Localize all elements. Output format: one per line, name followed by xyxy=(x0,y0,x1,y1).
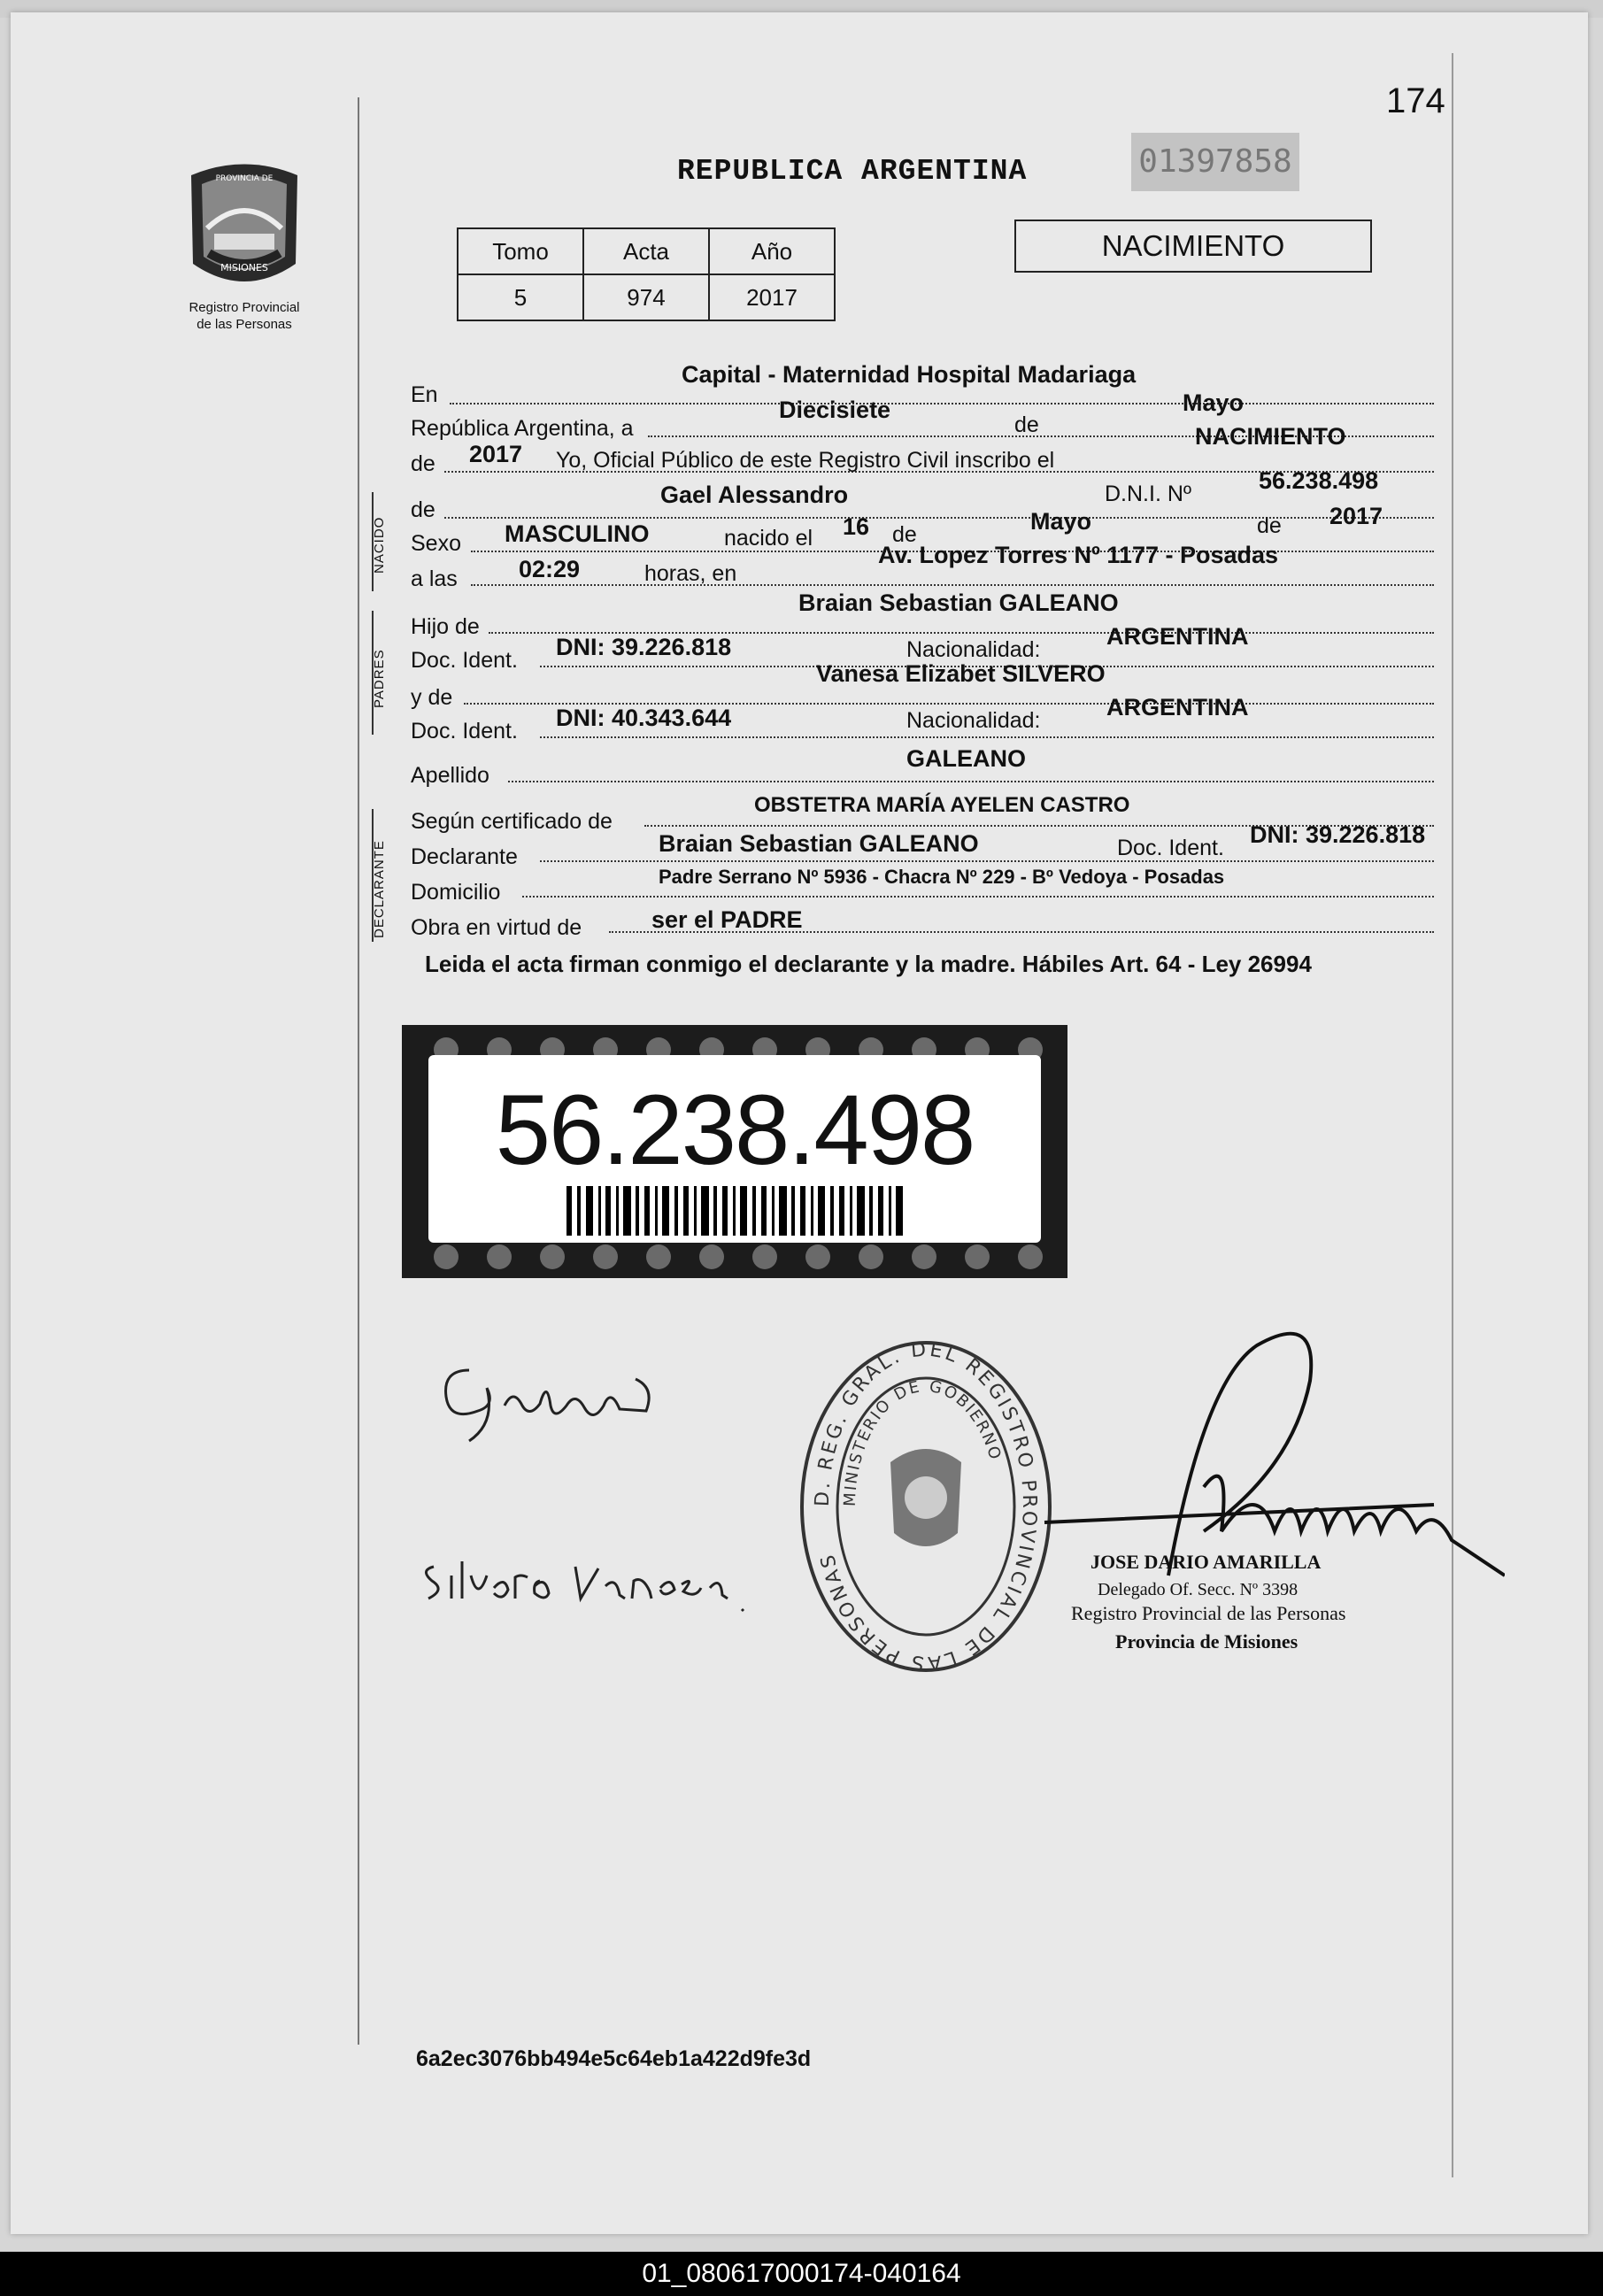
anio-value: 2017 xyxy=(709,274,835,320)
surname-value: GALEANO xyxy=(906,745,1026,772)
declarant-doc-value: DNI: 39.226.818 xyxy=(1250,821,1426,848)
birth-de1-label: de xyxy=(892,522,917,547)
obra-label: Obra en virtud de xyxy=(411,915,582,940)
acta-header: Acta xyxy=(583,228,709,274)
birth-place-value: Av. Lopez Torres Nº 1177 - Posadas xyxy=(878,542,1279,568)
child-name-value: Gael Alessandro xyxy=(660,482,849,508)
right-margin-line xyxy=(1452,53,1453,2177)
apellido-label: Apellido xyxy=(411,763,489,788)
acta-value: 974 xyxy=(583,274,709,320)
logo-caption-line1: Registro Provincial xyxy=(189,300,300,315)
father-name-value: Braian Sebastian GALEANO xyxy=(798,589,1119,616)
de-year-label: de xyxy=(411,451,435,476)
record-table-header-row xyxy=(458,228,835,274)
seal-inner-text: MINISTERIO DE GOBIERNO xyxy=(840,1376,1006,1507)
record-type-box: NACIMIENTO xyxy=(1014,220,1372,273)
sexo-label: Sexo xyxy=(411,531,461,556)
birth-day-value: 16 xyxy=(843,513,870,540)
anio-header: Año xyxy=(709,228,835,274)
alas-label: a las xyxy=(411,566,458,591)
certifier-value: OBSTETRA MARÍA AYELEN CASTRO xyxy=(754,793,1130,817)
padres-side-label: PADRES xyxy=(372,649,387,708)
capacity-value: ser el PADRE xyxy=(651,906,803,933)
day-text-value: Diecisiete xyxy=(779,397,891,423)
doc-label-3: Doc. Ident. xyxy=(1117,836,1224,860)
logo-caption-line2: de las Personas xyxy=(197,317,292,332)
mother-name-value: Vanesa Elizabet SILVERO xyxy=(816,660,1106,687)
nacido-side-label: NACIDO xyxy=(372,516,387,574)
seal-outer-text: D. REG. GRAL. DEL REGISTRO PROVINCIAL DE LAS PERSONAS xyxy=(811,1338,1041,1675)
act-type-value: NACIMIENTO xyxy=(1195,423,1346,450)
nacido-label: nacido el xyxy=(724,526,813,551)
dotted-line xyxy=(540,860,1434,862)
province-logo xyxy=(182,158,306,297)
serial-number: 01397858 xyxy=(1131,133,1299,191)
birth-month-value: Mayo xyxy=(1030,508,1092,535)
tomo-value: 5 xyxy=(458,274,583,320)
horas-label: horas, en xyxy=(644,561,737,586)
mother-signature xyxy=(416,1540,752,1624)
sticker-dni-number: 56.238.498 xyxy=(495,1075,975,1185)
logo-bottom-text: MISIONES xyxy=(220,262,268,274)
footer-filename: 01_080617000174-040164 xyxy=(0,2252,1603,2296)
dni-label: D.N.I. Nº xyxy=(1105,482,1192,506)
hijo-label: Hijo de xyxy=(411,614,480,639)
dotted-line xyxy=(522,896,1434,898)
dni-number-sticker xyxy=(402,1025,1067,1278)
record-table xyxy=(457,227,836,321)
nac-label-1: Nacionalidad: xyxy=(906,637,1041,662)
nac-label-2: Nacionalidad: xyxy=(906,708,1041,733)
dotted-line xyxy=(471,584,1434,586)
barcode xyxy=(566,1186,903,1236)
left-margin-line xyxy=(358,97,359,2045)
page-number: 174 xyxy=(1386,81,1445,120)
record-table-value-row xyxy=(458,274,835,320)
republic-label: República Argentina, a xyxy=(411,416,634,441)
month-text-value: Mayo xyxy=(1183,389,1245,416)
place-value: Capital - Maternidad Hospital Madariaga xyxy=(682,361,1137,388)
dotted-line xyxy=(450,403,1434,404)
sex-value: MASCULINO xyxy=(505,520,650,547)
mother-nationality-value: ARGENTINA xyxy=(1106,694,1249,720)
official-title: Delegado Of. Secc. Nº 3398 xyxy=(1098,1580,1299,1599)
declarant-signature xyxy=(434,1352,664,1454)
sticker-label xyxy=(428,1055,1041,1243)
mother-doc-value: DNI: 40.343.644 xyxy=(556,705,732,731)
birth-year-value: 2017 xyxy=(1329,503,1383,529)
address-value: Padre Serrano Nº 5936 - Chacra Nº 229 - Bº Vedoya - Posadas xyxy=(659,866,1225,888)
doc-label-2: Doc. Ident. xyxy=(411,719,518,744)
country-title: REPUBLICA ARGENTINA xyxy=(677,155,1028,188)
document-hash: 6a2ec3076bb494e5c64eb1a422d9fe3d xyxy=(416,2046,812,2071)
closing-text: Leida el acta firman conmigo el declarante y la madre. Hábiles Art. 64 - Ley 26994 xyxy=(425,951,1312,977)
doc-label-1: Doc. Ident. xyxy=(411,648,518,673)
birth-time-value: 02:29 xyxy=(519,556,581,582)
child-dni-value: 56.238.498 xyxy=(1259,467,1379,494)
logo-top-text: PROVINCIA DE xyxy=(215,174,274,183)
de-label: de xyxy=(1014,412,1039,437)
declarant-value: Braian Sebastian GALEANO xyxy=(659,830,979,857)
year-value: 2017 xyxy=(469,441,523,467)
father-doc-value: DNI: 39.226.818 xyxy=(556,634,732,660)
name-label: de xyxy=(411,497,435,522)
official-name: JOSE DARIO AMARILLA xyxy=(1091,1551,1322,1573)
dotted-line xyxy=(508,781,1434,782)
yde-label: y de xyxy=(411,685,453,710)
certificado-label: Según certificado de xyxy=(411,809,613,834)
en-label: En xyxy=(411,382,438,407)
official-province: Provincia de Misiones xyxy=(1115,1630,1299,1653)
birth-de2-label: de xyxy=(1257,513,1282,538)
father-nationality-value: ARGENTINA xyxy=(1106,623,1249,650)
tomo-header: Tomo xyxy=(458,228,583,274)
dotted-line xyxy=(444,517,1434,519)
yo-text: Yo, Oficial Público de este Registro Civil inscribo el xyxy=(556,448,1055,473)
logo-caption xyxy=(165,299,324,333)
dotted-line xyxy=(540,736,1434,738)
declarante-label: Declarante xyxy=(411,844,518,869)
official-office: Registro Provincial de las Personas xyxy=(1071,1602,1346,1624)
declarante-side-label: DECLARANTE xyxy=(372,840,387,938)
domicilio-label: Domicilio xyxy=(411,880,501,905)
